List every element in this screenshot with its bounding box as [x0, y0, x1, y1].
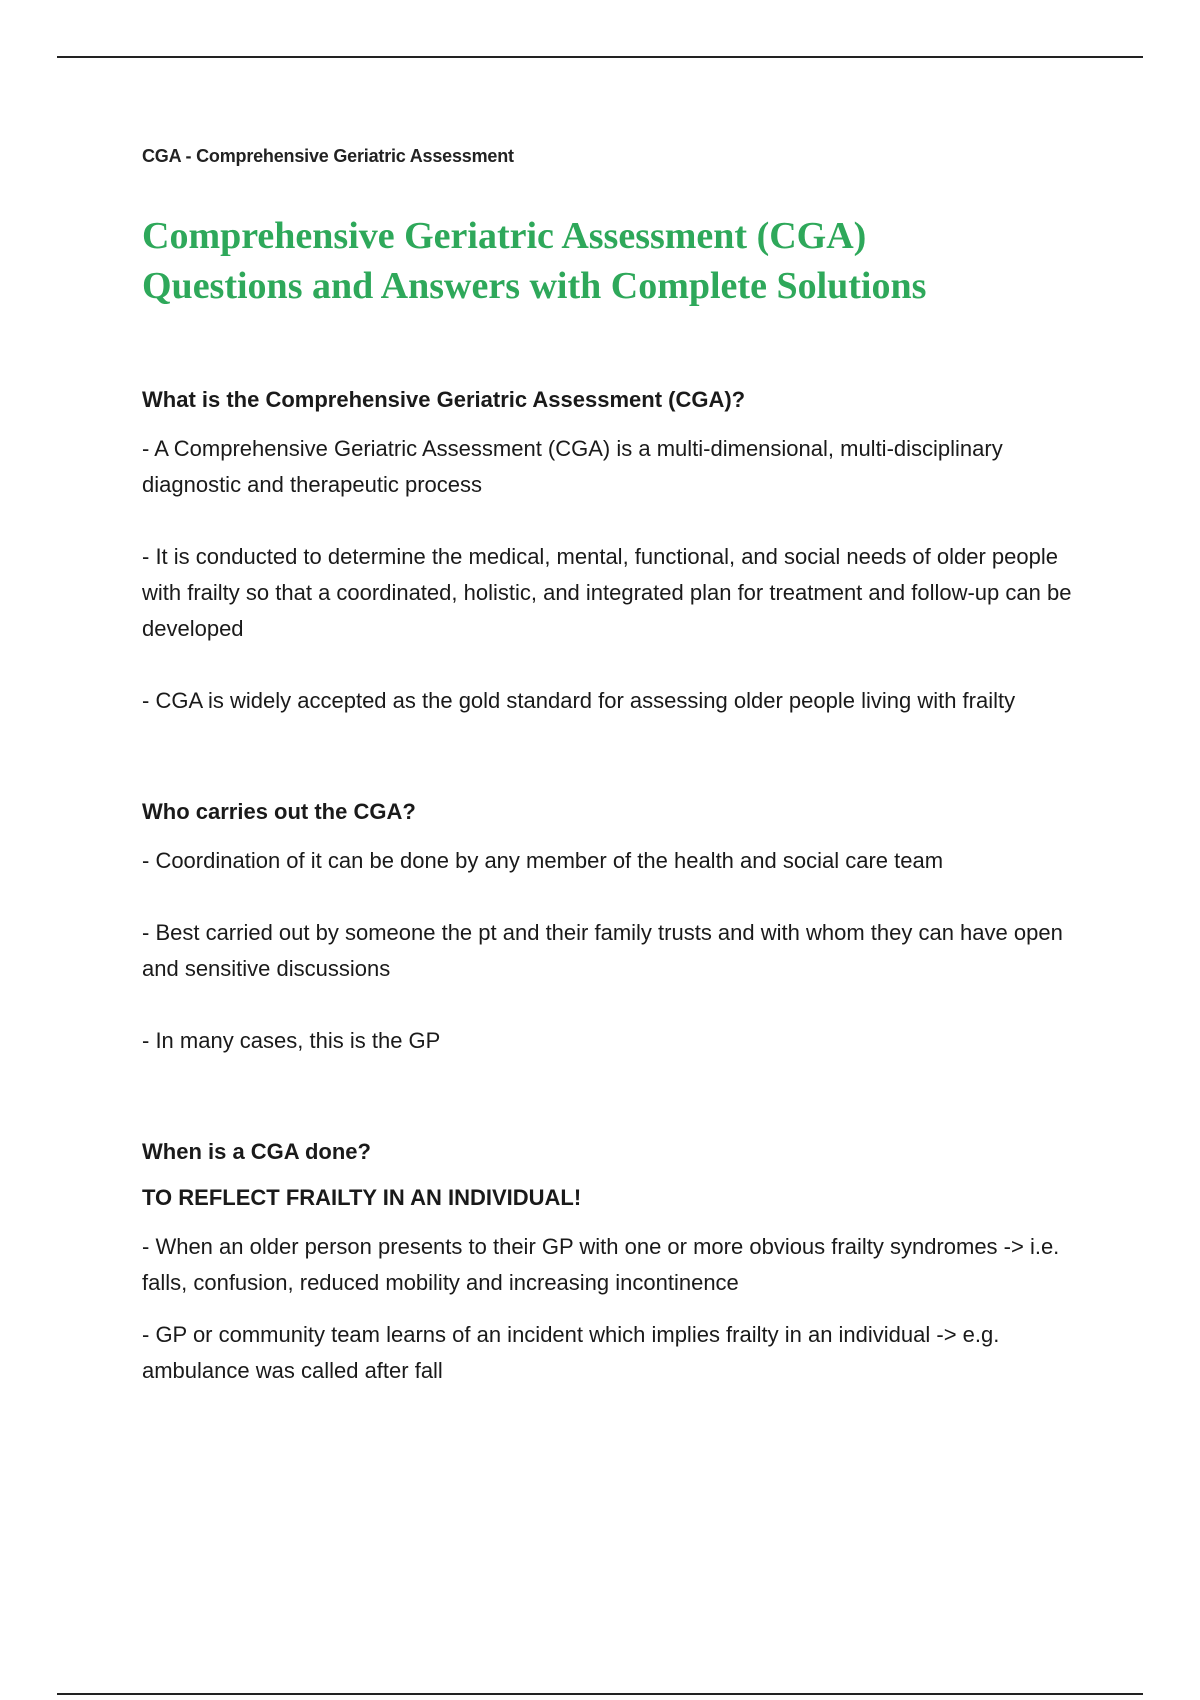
answer-paragraph: - Coordination of it can be done by any member of the health and social care team [142, 848, 944, 873]
answer-paragraph: - It is conducted to determine the medical, mental, functional, and social needs of older people with frailty so that a coordinated, holistic, and integrated plan for treatment and follow-up can be developed [142, 544, 1072, 641]
document-title-line-1: Comprehensive Geriatric Assessment (CGA) [142, 215, 867, 257]
qa-section-who-carries-out [142, 797, 1082, 1059]
qa-section-what-is-cga [142, 385, 1082, 719]
answer-paragraph: - Best carried out by someone the pt and their family trusts and with whom they can have open and sensitive discussions [142, 920, 1063, 981]
top-divider [57, 56, 1143, 58]
question-heading: What is the Comprehensive Geriatric Assessment (CGA)? [142, 387, 746, 412]
answer-paragraph: - When an older person presents to their GP with one or more obvious frailty syndromes -> i.e. falls, confusion, reduced mobility and increasing incontinence [142, 1234, 1060, 1295]
document-title [142, 211, 1082, 311]
question-heading: When is a CGA done? [142, 1139, 371, 1164]
answer-paragraph: - GP or community team learns of an incident which implies frailty in an individual -> e.g. ambulance was called after fall [142, 1322, 1000, 1383]
qa-section-when-done [142, 1137, 1082, 1389]
document-title-line-2: Questions and Answers with Complete Solutions [142, 265, 927, 307]
document-page [142, 146, 1082, 1389]
answer-paragraph: - A Comprehensive Geriatric Assessment (CGA) is a multi-dimensional, multi-disciplinary diagnostic and therapeutic process [142, 436, 1003, 497]
answer-paragraph: - CGA is widely accepted as the gold standard for assessing older people living with frailty [142, 688, 1016, 713]
bottom-divider [57, 1693, 1143, 1695]
answer-paragraph: - In many cases, this is the GP [142, 1028, 441, 1053]
emphasis-line: TO REFLECT FRAILTY IN AN INDIVIDUAL! [142, 1185, 582, 1210]
question-heading: Who carries out the CGA? [142, 799, 416, 824]
running-header: CGA - Comprehensive Geriatric Assessment [142, 146, 514, 166]
